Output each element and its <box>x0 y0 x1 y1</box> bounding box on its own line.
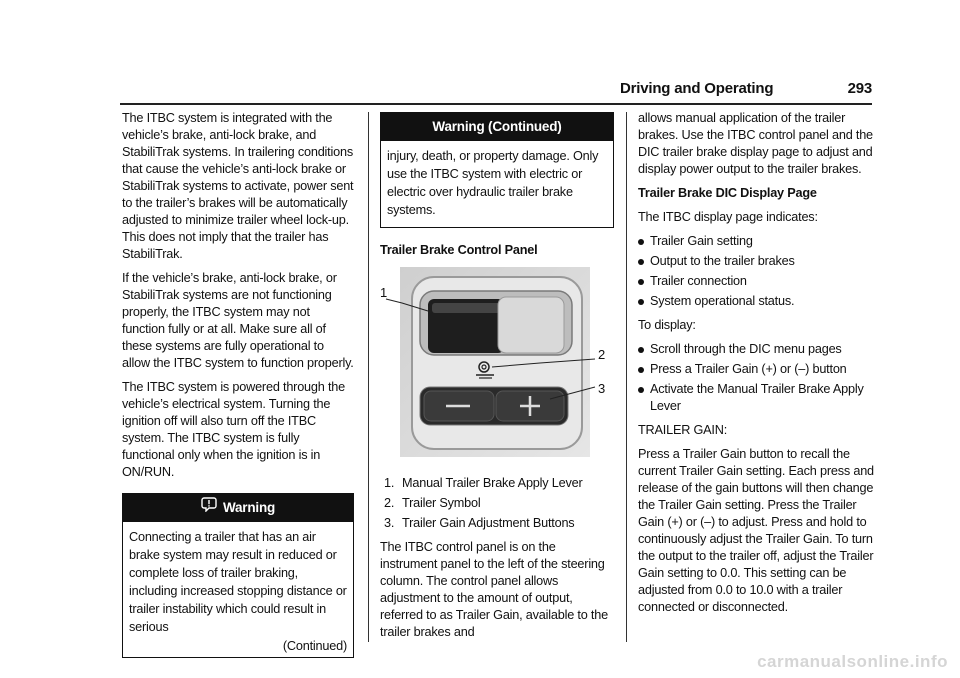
list-item: System operational status. <box>638 293 874 310</box>
list-item: Activate the Manual Trailer Brake Apply Lever <box>638 381 874 415</box>
indicates-list <box>638 233 874 310</box>
paragraph: The ITBC display page indicates: <box>638 210 818 224</box>
continued-label: (Continued) <box>282 639 347 653</box>
warning-continued-title: Warning (Continued) <box>381 113 613 141</box>
paragraph: Press a Trailer Gain button to recall the current Trailer Gain setting. Each press and release of the gain buttons will then change the Trailer Gain setting. Press the Trailer Gain (+) or (–) to adjust. Press and hold to continuously adjust the Trailer Gain. To turn the output to the trailer off, adjust the Trailer Gain setting to 0.0. This setting can be adjusted from 0.0 to 10.0 with a trailer connected or disconnected. <box>638 447 874 614</box>
paragraph: allows manual application of the trailer brakes. Use the ITBC control panel and the DIC trailer brake display page to adjust and display power output to the trailer brakes. <box>638 111 873 176</box>
column-1 <box>122 110 354 668</box>
callout-1: 1 <box>380 285 388 300</box>
gain-label: TRAILER GAIN: <box>638 423 728 437</box>
list-item: Trailer Gain setting <box>638 233 874 250</box>
warning-body: Connecting a trailer that has an air brake system may result in reduced or complete loss of trailer braking, including increased stopping distance or trailer instability which could result in serious <box>129 530 347 634</box>
paragraph: The ITBC system is integrated with the vehicle’s brake, anti-lock brake, and StabiliTrak systems. In trailering conditions that cause the vehicle’s anti-lock brake or StabiliTrak systems to activate, power sent to the trailer’s brakes will be automatically adjusted to minimize trailer wheel lock-up. This does not imply that the trailer has StabiliTrak. <box>122 111 354 261</box>
paragraph: If the vehicle’s brake, anti-lock brake, or StabiliTrak systems are not functioning properly, the ITBC system may not function fully or at all. Make sure all of these systems are fully operational to allow the ITBC system to function properly. <box>122 271 354 370</box>
warning-speech-bubble-icon <box>201 494 217 522</box>
warning-continued-box <box>380 112 614 228</box>
lever-housing <box>498 297 564 353</box>
legend-item: 3. Trailer Gain Adjustment Buttons <box>384 516 575 530</box>
warning-continued-body: injury, death, or property damage. Only use the ITBC system with electric or electric over hydraulic trailer brake systems. <box>387 149 599 217</box>
display-list <box>638 341 874 415</box>
header-rule <box>120 103 872 105</box>
column-3 <box>638 110 874 623</box>
figure-legend <box>380 475 614 532</box>
paragraph: To display: <box>638 318 696 332</box>
list-item: Output to the trailer brakes <box>638 253 874 270</box>
watermark-url: carmanualsonline.info <box>757 652 948 671</box>
callout-2: 2 <box>598 347 606 362</box>
figure-heading: Trailer Brake Control Panel <box>380 243 538 257</box>
subheading: Trailer Brake DIC Display Page <box>638 186 817 200</box>
list-item: Trailer connection <box>638 273 874 290</box>
column-divider-1 <box>368 112 369 642</box>
page-number: 293 <box>847 80 872 97</box>
legend-item: 2. Trailer Symbol <box>384 496 481 510</box>
list-item: Press a Trailer Gain (+) or (–) button <box>638 361 874 378</box>
legend-item: 1. Manual Trailer Brake Apply Lever <box>384 476 583 490</box>
warning-title: Warning <box>222 500 276 515</box>
section-title: Driving and Operating <box>620 80 774 97</box>
trailer-brake-control-panel-figure <box>380 267 608 463</box>
warning-title-bar <box>123 494 353 522</box>
callout-3: 3 <box>598 381 606 396</box>
paragraph: The ITBC control panel is on the instrument panel to the left of the steering column. The control panel allows adjustment to the amount of output, referred to as Trailer Gain, available to the trailer brakes and <box>380 540 608 639</box>
warning-box <box>122 493 354 658</box>
paragraph: The ITBC system is powered through the vehicle’s electrical system. Turning the ignition off will also turn off the ITBC system. The ITBC system is fully functional only when the ignition is in ON/RUN. <box>122 380 345 479</box>
page-header <box>620 80 872 97</box>
column-2 <box>380 112 614 641</box>
list-item: Scroll through the DIC menu pages <box>638 341 874 358</box>
column-divider-2 <box>626 112 627 642</box>
